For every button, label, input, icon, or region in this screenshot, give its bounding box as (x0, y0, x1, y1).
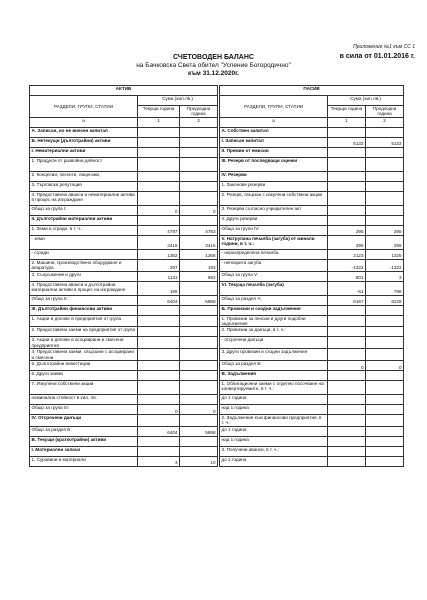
asset-current-value: 297 (138, 259, 180, 271)
asset-current-value (138, 327, 180, 337)
asset-current-value: 3415 (138, 235, 180, 249)
liability-current-value (328, 305, 366, 315)
liability-item-label: В. Задължения (220, 371, 328, 381)
liability-item-label: 1. Законови резерви (220, 181, 328, 191)
liability-current-value (328, 147, 366, 157)
liability-previous-value (366, 157, 404, 171)
liability-previous-value (366, 349, 404, 361)
table-row (30, 281, 404, 295)
asset-current-value: 1382 (138, 249, 180, 259)
asset-previous-value (180, 171, 218, 181)
liability-previous-value (366, 415, 404, 427)
liability-current-value: 0 (328, 361, 366, 371)
asset-item-label: Общо за група I: (30, 205, 138, 215)
liability-item-label: 2. Задължения към финансови предприятия, в т. ч.: (220, 415, 328, 427)
asset-current-value (138, 191, 180, 205)
asset-item-label: 1. Акции и дялове в предприятия от група (30, 315, 138, 327)
liability-previous-value (366, 305, 404, 315)
asset-previous-value (180, 349, 218, 361)
liability-current-value (328, 371, 366, 381)
asset-current-value (138, 371, 180, 381)
liabilities-previous-header: Предходна година (366, 106, 404, 118)
liability-previous-value: 295 (366, 225, 404, 235)
liability-previous-value (366, 147, 404, 157)
table-row (30, 249, 404, 259)
liability-current-value (328, 315, 366, 327)
asset-current-value: 169 (138, 281, 180, 295)
liability-item-label: I. Записан капитал (220, 137, 328, 147)
liability-current-value (328, 215, 366, 225)
assets-previous-header: Предходна година (180, 106, 218, 118)
table-row (30, 337, 404, 349)
asset-previous-value (180, 395, 218, 405)
liability-item-label: - непокрита загуба (220, 259, 328, 271)
liability-previous-value (366, 191, 404, 205)
asset-item-label: II. Дълготрайни материални активи (30, 215, 138, 225)
liabilities-section-title: ПАСИВ (220, 86, 404, 96)
asset-current-value (138, 436, 180, 446)
asset-previous-value (180, 281, 218, 295)
liability-item-label: 1. Облигационни заеми с отделно посочване на конвертируемите, в т. ч.: (220, 381, 328, 395)
asset-item-label: III. Дълготрайни финансови активи (30, 305, 138, 315)
liability-item-label: II. Премии от емисии (220, 147, 328, 157)
liability-current-value: 2123 (328, 249, 366, 259)
asset-current-value (138, 171, 180, 181)
liability-current-value: -61 (328, 281, 366, 295)
asset-item-label: 2. Машини, производствено оборудване и апаратура (30, 259, 138, 271)
liability-item-label: VI. Текуща печалба (загуба) (220, 281, 328, 295)
section-header-row (30, 86, 404, 96)
liability-previous-value: 3 (366, 271, 404, 281)
asset-previous-value (180, 415, 218, 427)
liability-current-value (328, 327, 366, 337)
asset-previous-value: 1368 (180, 249, 218, 259)
liability-current-value (328, 337, 366, 349)
liability-current-value (328, 436, 366, 446)
assets-sum-header: Сума (хил.лв.) (138, 96, 218, 106)
liability-item-label: до 1 година (220, 395, 328, 405)
liability-previous-value (366, 315, 404, 327)
liability-previous-value (366, 215, 404, 225)
liability-item-label: V. Натрупана печалба (загуба) от минали години, в т. ч.: (220, 235, 328, 249)
asset-item-label: 3. Акции и дялове в асоциирани и смесени предприятия (30, 337, 138, 349)
asset-item-label: I. Материални запаси (30, 446, 138, 456)
liability-current-value: 6167 (328, 295, 366, 305)
liability-item-label: - неразпределена печалба (220, 249, 328, 259)
liabilities-sum-header: Сума (хил.лв.) (328, 96, 404, 106)
col-index-a: а (30, 117, 138, 127)
assets-name-header: РАЗДЕЛИ, ГРУПИ, СТАТИИ (30, 96, 138, 118)
asset-previous-value (180, 327, 218, 337)
liability-previous-value: -1322 (366, 259, 404, 271)
liability-current-value: 801 (328, 271, 366, 281)
liability-previous-value: 5132 (366, 137, 404, 147)
asset-item-label: 4. Предоставени аванси и нематериални активи в процес на изграждане (30, 191, 138, 205)
assets-section-title: АКТИВ (30, 86, 218, 96)
asset-current-value (138, 181, 180, 191)
asset-current-value: 0 (138, 405, 180, 415)
liability-previous-value (366, 381, 404, 395)
sum-header-row (30, 96, 404, 106)
liability-current-value (328, 157, 366, 171)
liability-previous-value: 1325 (366, 249, 404, 259)
table-row (30, 259, 404, 271)
col-index-a-right: а (220, 117, 328, 127)
liability-current-value: 295 (328, 235, 366, 249)
asset-item-label: 7. Изкупени собствени акции (30, 381, 138, 395)
asset-previous-value (180, 127, 218, 137)
liability-previous-value (366, 327, 404, 337)
asset-current-value (138, 127, 180, 137)
asset-previous-value: 10 (180, 456, 218, 466)
asset-item-label: Общо за раздел Б: (30, 426, 138, 436)
table-row (30, 456, 404, 466)
asset-current-value: 6404 (138, 295, 180, 305)
appendix-note: Приложение №1 към СС 1 (353, 44, 415, 50)
asset-item-label: I. Нематериални активи (30, 147, 138, 157)
liability-previous-value (366, 446, 404, 456)
liability-current-value (328, 405, 366, 415)
asset-item-label: 1. Продукти от развойна дейност (30, 157, 138, 171)
in-force-note: в сила от 01.01.2016 г. (339, 53, 415, 60)
liability-item-label: Общо за група IV: (220, 225, 328, 235)
asset-item-label: - сгради (30, 249, 138, 259)
table-row (30, 305, 404, 315)
asset-item-label: 4. Предоставени аванси и дълготрайни материални активи в процес на изграждане (30, 281, 138, 295)
asset-current-value: 1141 (138, 271, 180, 281)
table-row (30, 295, 404, 305)
asset-current-value (138, 315, 180, 327)
liability-item-label: Общо за раздел Б: (220, 361, 328, 371)
asset-current-value (138, 215, 180, 225)
table-row (30, 191, 404, 205)
column-index-row (30, 117, 404, 127)
table-row (30, 446, 404, 456)
liability-item-label: 3. Резерви съгласно учредителен акт (220, 205, 328, 215)
asset-current-value: 3 (138, 456, 180, 466)
asset-previous-value: 5958 (180, 295, 218, 305)
liability-previous-value (366, 456, 404, 466)
liability-previous-value (366, 395, 404, 405)
asset-item-label: - земи (30, 235, 138, 249)
liability-current-value: -1322 (328, 259, 366, 271)
asset-current-value (138, 395, 180, 405)
asset-current-value: 6404 (138, 426, 180, 436)
asset-item-label: 1. Земи и сгради, в т. ч.: (30, 225, 138, 235)
asset-current-value (138, 349, 180, 361)
liability-current-value (328, 395, 366, 405)
liability-item-label: Б. Провизии и сходни задължения (220, 305, 328, 315)
liability-current-value (328, 415, 366, 427)
table-row (30, 415, 404, 427)
table-row (30, 205, 404, 215)
liability-item-label: - отсрочени данъци (220, 337, 328, 349)
liability-current-value (328, 205, 366, 215)
liability-previous-value: 295 (366, 235, 404, 249)
asset-item-label: В. Текущи (краткотрайни) активи (30, 436, 138, 446)
liability-previous-value: 6228 (366, 295, 404, 305)
asset-item-label: 3. Търговска репутация (30, 181, 138, 191)
liability-previous-value: 798 (366, 281, 404, 295)
table-row (30, 426, 404, 436)
table-row (30, 235, 404, 249)
liability-current-value (328, 171, 366, 181)
liability-item-label: Общо за група V: (220, 271, 328, 281)
col-index-2: 2 (180, 117, 218, 127)
liability-previous-value (366, 181, 404, 191)
col-index-1: 1 (138, 117, 180, 127)
asset-item-label: 2. Предоставени заеми на предприятия от група (30, 327, 138, 337)
table-row (30, 147, 404, 157)
liability-item-label: III. Резерв от последващи оценки (220, 157, 328, 171)
col-index-2-right: 2 (366, 117, 404, 127)
table-row (30, 327, 404, 337)
asset-item-label: Общо за група III: (30, 405, 138, 415)
col-index-1-right: 1 (328, 117, 366, 127)
liability-current-value (328, 381, 366, 395)
document-title: СЧЕТОВОДЕН БАЛАНС (173, 54, 254, 61)
table-row (30, 371, 404, 381)
table-row (30, 361, 404, 371)
asset-previous-value (180, 137, 218, 147)
liability-previous-value (366, 171, 404, 181)
asset-item-label: IV. Отсрочени данъци (30, 415, 138, 427)
table-row (30, 381, 404, 395)
liabilities-name-header: РАЗДЕЛИ, ГРУПИ, СТАТИИ (220, 96, 328, 118)
asset-previous-value (180, 157, 218, 171)
table-row (30, 127, 404, 137)
liability-item-label: IV. Резерви (220, 171, 328, 181)
table-row (30, 171, 404, 181)
liabilities-current-header: Текуща година (328, 106, 366, 118)
asset-item-label: 2. Концесии, патенти, лицензии, (30, 171, 138, 181)
liability-previous-value (366, 436, 404, 446)
asset-previous-value (180, 191, 218, 205)
asset-item-label: Общо за група II: (30, 295, 138, 305)
asset-previous-value (180, 371, 218, 381)
report-date: към 31.12.2020г. (187, 70, 239, 77)
liability-item-label: 1. Провизии за пенсии и други подобни задължения (220, 315, 328, 327)
asset-item-label: А. Записан, но не внесен капитал (30, 127, 138, 137)
asset-current-value (138, 446, 180, 456)
asset-previous-value (180, 305, 218, 315)
liability-previous-value (366, 127, 404, 137)
liability-previous-value: 0 (366, 361, 404, 371)
liability-item-label: 3. Получени аванси, в т. ч.: (220, 446, 328, 456)
asset-current-value (138, 337, 180, 349)
asset-current-value: 0 (138, 205, 180, 215)
asset-item-label: Б. Нетекущи (дълготрайни) активи (30, 137, 138, 147)
asset-previous-value: 4783 (180, 225, 218, 235)
table-row (30, 215, 404, 225)
liability-item-label: 4. Други резерви (220, 215, 328, 225)
liability-item-label: Общо за раздел А: (220, 295, 328, 305)
asset-previous-value (180, 181, 218, 191)
liability-item-label: 3. Други провизии и сходни задължения (220, 349, 328, 361)
asset-current-value (138, 147, 180, 157)
asset-previous-value (180, 446, 218, 456)
liability-current-value (328, 426, 366, 436)
asset-item-label: 5. Дълготрайни инвестиции (30, 361, 138, 371)
asset-current-value (138, 137, 180, 147)
table-row (30, 181, 404, 191)
asset-previous-value (180, 361, 218, 371)
table-row (30, 436, 404, 446)
document-header (0, 54, 427, 78)
asset-previous-value (180, 147, 218, 157)
liability-previous-value (366, 205, 404, 215)
liability-current-value (328, 127, 366, 137)
asset-current-value (138, 157, 180, 171)
liability-current-value (328, 191, 366, 205)
liability-item-label: до 1 година (220, 456, 328, 466)
asset-item-label: номинална стойност в хил. лв. (30, 395, 138, 405)
table-row (30, 349, 404, 361)
assets-current-header: Текуща година (138, 106, 180, 118)
liability-item-label: А. Собствен капитал (220, 127, 328, 137)
asset-item-label: 3. Съоръжения и други (30, 271, 138, 281)
liability-current-value: 5132 (328, 137, 366, 147)
asset-previous-value: 5958 (180, 426, 218, 436)
asset-previous-value: 982 (180, 271, 218, 281)
liability-current-value (328, 456, 366, 466)
asset-previous-value: 0 (180, 405, 218, 415)
asset-current-value (138, 361, 180, 371)
asset-item-label: 4. Предоставени заеми, свързани с асоциирани и смесени (30, 349, 138, 361)
asset-previous-value (180, 215, 218, 225)
balance-sheet-table (29, 85, 404, 467)
liability-previous-value (366, 371, 404, 381)
table-row (30, 137, 404, 147)
liability-item-label: 2. Провизии за данъци, в т. ч.: (220, 327, 328, 337)
table-row (30, 225, 404, 235)
liability-previous-value (366, 405, 404, 415)
asset-previous-value (180, 315, 218, 327)
asset-previous-value: 193 (180, 259, 218, 271)
liability-item-label: над 1 година (220, 436, 328, 446)
asset-previous-value (180, 337, 218, 349)
asset-current-value (138, 305, 180, 315)
table-row (30, 157, 404, 171)
liability-item-label: до 1 година (220, 426, 328, 436)
asset-previous-value (180, 436, 218, 446)
liability-item-label: 2. Резерв, свързан с изкупени собствени акции (220, 191, 328, 205)
asset-current-value: 4797 (138, 225, 180, 235)
liability-current-value (328, 181, 366, 191)
liability-item-label: над 1 година (220, 405, 328, 415)
entity-name: на Бачковска Света обител "Успение Богородично" (136, 62, 291, 69)
asset-previous-value: 0 (180, 205, 218, 215)
asset-current-value (138, 415, 180, 427)
table-row (30, 271, 404, 281)
table-row (30, 405, 404, 415)
asset-item-label: 1. Суровини и материали (30, 456, 138, 466)
liability-previous-value (366, 337, 404, 349)
table-row (30, 395, 404, 405)
table-row (30, 315, 404, 327)
liability-previous-value (366, 426, 404, 436)
liability-current-value: 295 (328, 225, 366, 235)
liability-current-value (328, 446, 366, 456)
liability-current-value (328, 349, 366, 361)
asset-current-value (138, 381, 180, 395)
asset-item-label: 6. Други заеми (30, 371, 138, 381)
asset-previous-value: 3415 (180, 235, 218, 249)
asset-previous-value (180, 381, 218, 395)
